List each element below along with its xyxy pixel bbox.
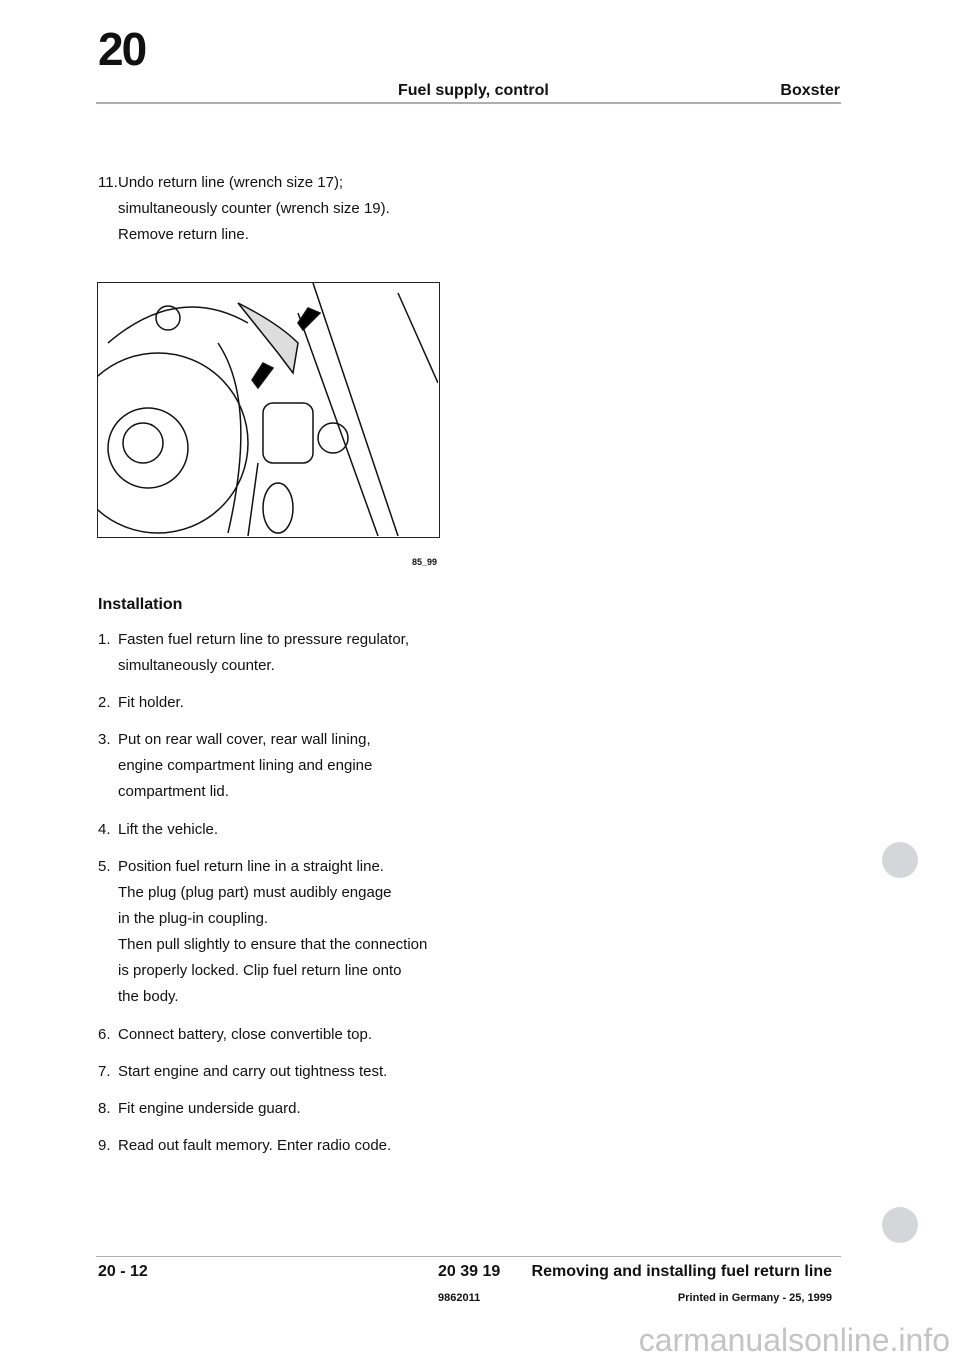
page-number: 20 - 12 [98,1263,148,1280]
step-text: Fit holder. [118,694,184,711]
step-number: 11. [98,174,118,191]
step-line: the body. [118,988,179,1005]
installation-heading: Installation [98,596,183,613]
step-line: Remove return line. [118,226,249,243]
step-line [98,854,427,880]
step-item [98,690,184,716]
step-number: 1. [98,631,111,648]
step-text: Fasten fuel return line to pressure regulator, [118,631,409,648]
step-line: simultaneously counter. [118,657,275,674]
step-line: engine compartment lining and engine [118,757,373,774]
step-text: Lift the vehicle. [118,821,219,838]
step-line: compartment lid. [118,783,229,800]
chapter-number: 20 [98,23,146,75]
procedure-title: Removing and installing fuel return line [531,1263,832,1280]
section-title: Fuel supply, control [398,82,549,99]
step-line: is properly locked. Clip fuel return line onto [118,962,402,979]
step-item [98,1059,387,1085]
print-info: Printed in Germany - 25, 1999 [677,1292,832,1304]
step-text: Undo return line (wrench size 17); [118,174,344,191]
step-item [98,854,427,1010]
step-number: 3. [98,731,111,748]
step-line [98,817,218,843]
step-text: Position fuel return line in a straight line. [118,858,384,875]
step-number: 4. [98,821,111,838]
step-line [98,1133,391,1159]
step-item [98,170,390,248]
document-number: 9862011 [438,1292,481,1304]
step-text: Read out fault memory. Enter radio code. [118,1137,392,1154]
step-number: 2. [98,694,111,711]
step-number: 9. [98,1137,111,1154]
step-line [98,1096,301,1122]
figure-caption: 85_99 [412,557,438,567]
punch-hole-decoration [882,1207,918,1243]
step-text: Start engine and carry out tightness test. [118,1063,388,1080]
step-number: 7. [98,1063,111,1080]
footer-rule [96,1256,841,1257]
figure-fuel-return-line [97,282,440,538]
punch-hole-decoration [882,842,918,878]
step-item [98,727,372,805]
step-text: Fit engine underside guard. [118,1100,301,1117]
step-line [98,1022,372,1048]
step-line [98,690,184,716]
step-number: 8. [98,1100,111,1117]
step-line [98,627,409,653]
step-line [98,170,390,196]
model-name: Boxster [780,82,840,99]
header-rule [96,102,841,104]
step-item [98,1133,391,1159]
step-line: simultaneously counter (wrench size 19). [118,200,390,217]
watermark: carmanualsonline.info [638,1322,950,1358]
step-line [98,727,372,753]
step-line: in the plug-in coupling. [118,910,269,927]
step-item [98,1022,372,1048]
step-item [98,627,409,679]
step-text: Put on rear wall cover, rear wall lining, [118,731,371,748]
step-text: Connect battery, close convertible top. [118,1026,373,1043]
step-item [98,1096,301,1122]
step-number: 5. [98,858,111,875]
step-item [98,817,218,843]
step-line: The plug (plug part) must audibly engage [118,884,392,901]
step-line [98,1059,387,1085]
step-line: Then pull slightly to ensure that the connection [118,936,428,953]
procedure-code: 20 39 19 [438,1263,501,1280]
step-number: 6. [98,1026,111,1043]
